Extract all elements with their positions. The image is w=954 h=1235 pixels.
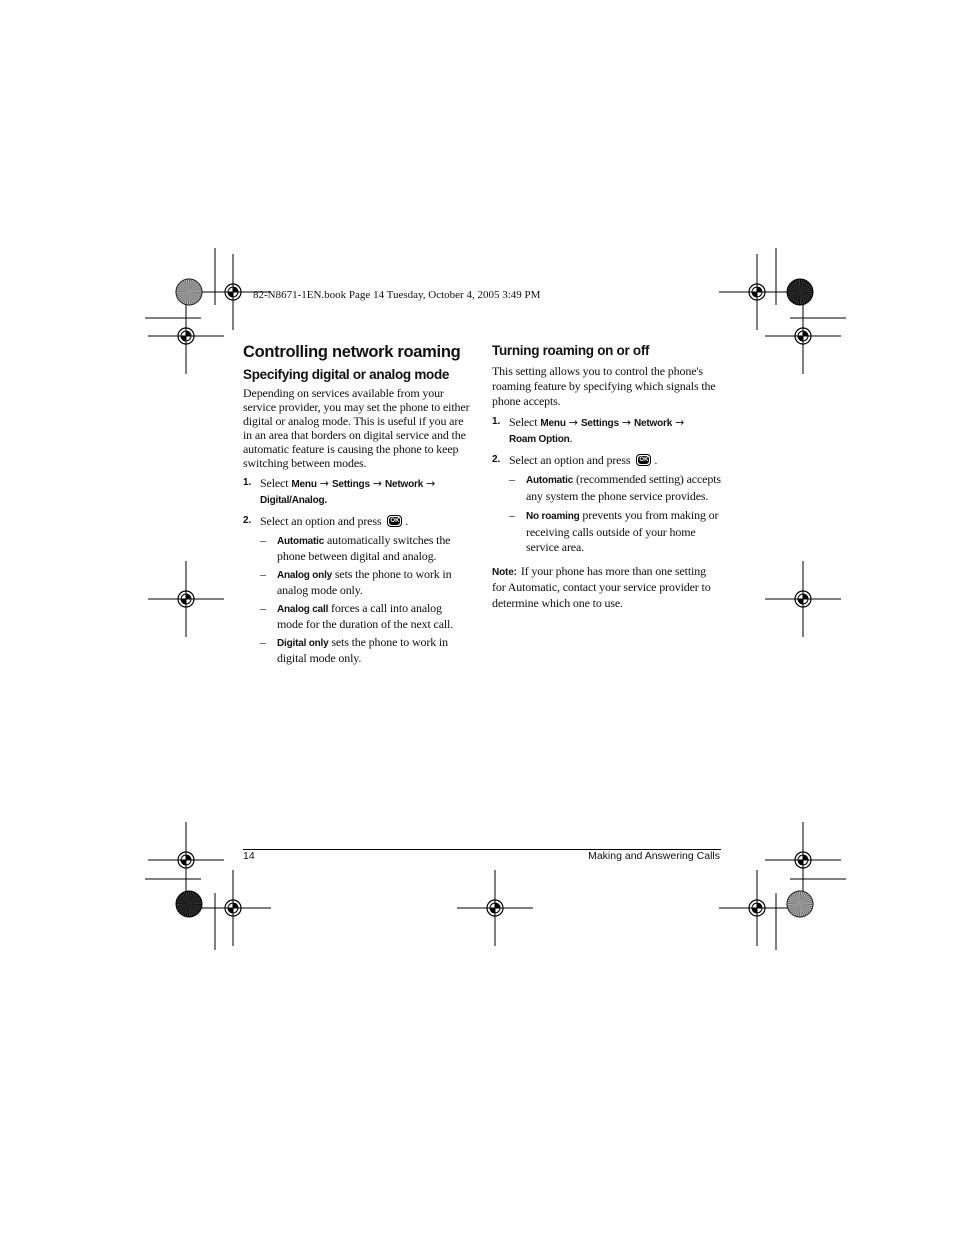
registration-mark-icon — [148, 822, 224, 898]
option-item — [260, 567, 470, 597]
dash: – — [260, 601, 266, 615]
steps-list — [243, 476, 470, 665]
step-2 — [243, 514, 470, 665]
ok-key-label: OK — [390, 518, 400, 524]
intro-paragraph: This setting allows you to control the phone's roaming feature by specifying which signals the phone accepts. — [492, 364, 716, 408]
step-1 — [243, 476, 470, 508]
arrow-icon: → — [372, 477, 383, 490]
dash: – — [509, 508, 515, 522]
ok-key-icon — [636, 454, 651, 466]
menu-path-item: Settings — [580, 418, 619, 429]
step-end: . — [324, 495, 328, 506]
option-key: Automatic — [277, 536, 325, 547]
option-text: automatically switches the phone between digital and analog. — [277, 533, 451, 563]
ok-key-icon — [387, 515, 402, 527]
step-end: . — [569, 431, 573, 445]
registration-mark-icon — [148, 561, 224, 637]
menu-path-item: Network — [634, 418, 673, 429]
option-text: (recommended setting) accepts any system the phone service provides. — [526, 472, 721, 503]
option-key: Digital only — [277, 638, 329, 649]
arrow-icon: → — [675, 416, 685, 429]
step-number: 2. — [492, 454, 501, 465]
left-column — [243, 342, 470, 671]
page-number: 14 — [243, 850, 255, 862]
color-target-icon — [176, 891, 202, 917]
footer-section-title: Making and Answering Calls — [588, 850, 720, 862]
registration-mark-icon — [148, 298, 224, 374]
registration-mark-icon — [195, 870, 271, 946]
option-key: Analog only — [277, 570, 333, 581]
option-text: sets the phone to work in digital mode only. — [277, 635, 448, 665]
color-target-icon — [787, 891, 813, 917]
menu-path-item: Roam Option — [509, 434, 570, 445]
option-key: Automatic — [526, 475, 574, 486]
step-2 — [492, 453, 722, 556]
registration-mark-icon — [765, 561, 841, 637]
registration-mark-icon — [765, 298, 841, 374]
menu-path-item: Digital/Analog — [260, 495, 325, 506]
note — [492, 564, 722, 612]
color-target-icon — [176, 279, 202, 305]
ok-key-label: OK — [639, 457, 649, 463]
menu-path-item: Menu — [291, 479, 317, 490]
intro-paragraph: Depending on services available from your service provider, you may set the phone to either digital or analog mode. This is useful if you are in an area that borders on digital service and the automatic feature is causing the phone to keep switching between modes. — [243, 386, 470, 470]
option-key: Analog call — [277, 604, 329, 615]
registration-mark-icon — [765, 822, 841, 898]
option-key: No roaming — [526, 511, 580, 522]
note-label: Note: — [492, 566, 517, 578]
option-item — [260, 601, 470, 631]
right-column — [492, 342, 722, 611]
arrow-icon: → — [568, 416, 578, 429]
option-item — [260, 533, 470, 563]
step-1 — [492, 415, 722, 447]
option-text: forces a call into analog mode for the duration of the next call. — [277, 601, 454, 631]
options-list — [509, 472, 722, 556]
step-number: 1. — [492, 416, 501, 427]
options-list — [260, 533, 470, 665]
arrow-icon: → — [426, 477, 436, 490]
menu-path-item: Menu — [540, 418, 566, 429]
registration-mark-icon — [719, 254, 795, 330]
color-target-icon — [787, 279, 813, 305]
note-text: If your phone has more than one setting for Automatic, contact your service provider to determine which one to use. — [492, 563, 711, 610]
step-number: 2. — [243, 515, 252, 526]
step-end: . — [405, 514, 409, 528]
dash: – — [509, 472, 515, 486]
option-item — [509, 472, 722, 504]
arrow-icon: → — [319, 477, 329, 490]
subsection-title-digital-analog: Specifying digital or analog mode — [243, 367, 450, 382]
option-text: prevents you from making or receiving calls outside of your home service area. — [526, 508, 719, 554]
registration-mark-icon — [719, 870, 795, 946]
dash: – — [260, 533, 266, 547]
step-text: Select — [260, 476, 289, 490]
option-item — [509, 508, 722, 556]
arrow-icon: → — [621, 416, 632, 429]
step-text: Select — [509, 415, 538, 429]
step-number: 1. — [243, 477, 252, 488]
menu-path-item: Network — [385, 479, 424, 490]
step-end: . — [654, 453, 658, 467]
registration-mark-icon — [457, 870, 533, 946]
dash: – — [260, 567, 266, 581]
subsection-title-roaming: Turning roaming on or off — [492, 343, 650, 358]
option-text: sets the phone to work in analog mode only. — [277, 567, 452, 597]
step-text: Select an option and press — [260, 514, 382, 528]
step-text: Select an option and press — [509, 453, 631, 467]
steps-list — [492, 415, 722, 556]
dash: – — [260, 635, 266, 649]
print-header: 82-N8671-1EN.book Page 14 Tuesday, October 4, 2005 3:49 PM — [253, 289, 541, 301]
option-item — [260, 635, 470, 665]
section-title: Controlling network roaming — [243, 343, 461, 361]
menu-path-item: Settings — [331, 479, 370, 490]
